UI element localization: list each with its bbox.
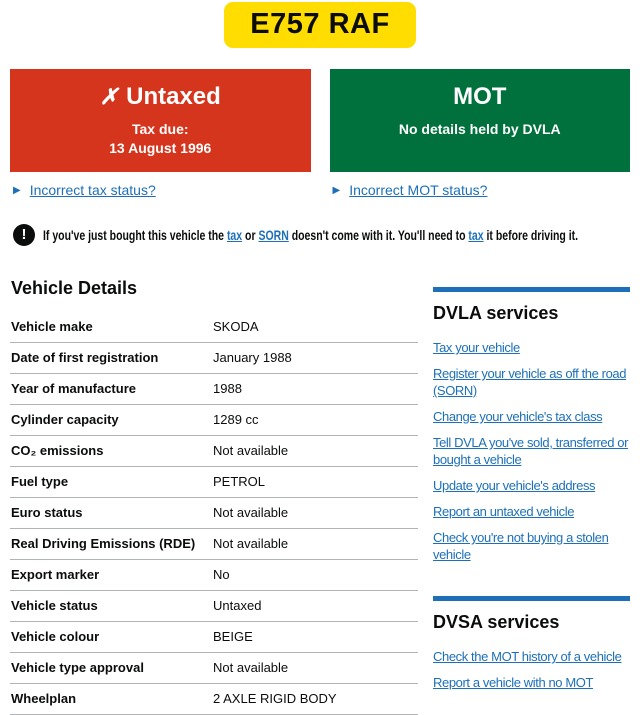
row-label: Vehicle make <box>11 319 93 334</box>
row-label: Export marker <box>11 567 100 582</box>
incorrect-mot-status-details[interactable] <box>330 182 631 198</box>
cross-icon: ✗ <box>99 84 119 109</box>
tax-due-date: 13 August 1996 <box>109 140 212 156</box>
tax-status-title <box>10 69 311 109</box>
dvsa-services-heading: DVSA services <box>433 612 560 632</box>
table-row <box>10 684 418 715</box>
tell-dvla-sold-link[interactable]: Tell DVLA you've sold, transferred or bought a vehicle <box>433 435 629 467</box>
row-label: Vehicle colour <box>11 629 100 644</box>
dvsa-services-links <box>433 648 630 691</box>
row-value: 2 AXLE RIGID BODY <box>213 691 337 706</box>
register-sorn-link[interactable]: Register your vehicle as off the road (SORN) <box>433 366 627 398</box>
row-value: Not available <box>213 505 289 520</box>
table-row <box>10 374 418 405</box>
mot-status-panel <box>330 69 631 172</box>
dvsa-services-section <box>433 596 630 691</box>
sorn-link[interactable]: SORN <box>258 227 289 243</box>
table-row <box>10 467 418 498</box>
dvla-services-heading: DVLA services <box>433 303 559 323</box>
warning-text <box>43 227 578 243</box>
row-label: Vehicle status <box>11 598 98 613</box>
table-row <box>10 436 418 467</box>
check-stolen-link[interactable]: Check you're not buying a stolen vehicle <box>433 530 609 562</box>
incorrect-tax-status-details[interactable] <box>10 182 311 198</box>
row-label: Date of first registration <box>11 350 159 365</box>
row-value: SKODA <box>213 319 259 334</box>
row-value: PETROL <box>213 474 266 489</box>
table-row <box>10 653 418 684</box>
plate-wrap <box>10 0 630 48</box>
incorrect-tax-status-link[interactable]: Incorrect tax status? <box>29 182 156 198</box>
dvla-services-links <box>433 339 630 563</box>
report-no-mot-link[interactable]: Report a vehicle with no MOT <box>433 675 594 690</box>
mot-status-title: MOT <box>453 83 507 110</box>
tax-status-detail <box>10 120 311 158</box>
incorrect-mot-status-link[interactable]: Incorrect MOT status? <box>349 182 488 198</box>
disclosure-arrow-icon: ▶ <box>13 184 21 196</box>
update-address-link[interactable]: Update your vehicle's address <box>433 478 596 493</box>
tax-status-panel <box>10 69 311 172</box>
row-value: Not available <box>213 536 289 551</box>
row-label: Real Driving Emissions (RDE) <box>11 536 196 551</box>
tax-due-label: Tax due: <box>131 121 189 137</box>
row-value: Not available <box>213 660 289 675</box>
change-tax-class-link[interactable]: Change your vehicle's tax class <box>433 409 603 424</box>
vehicle-details-heading: Vehicle Details <box>11 278 138 298</box>
row-value: 1289 cc <box>213 412 259 427</box>
row-value: 1988 <box>213 381 242 396</box>
table-row <box>10 560 418 591</box>
row-label: Vehicle type approval <box>11 660 144 675</box>
warning-banner <box>10 224 630 246</box>
row-value: January 1988 <box>213 350 292 365</box>
report-untaxed-link[interactable]: Report an untaxed vehicle <box>433 504 575 519</box>
table-row <box>10 343 418 374</box>
row-label: CO₂ emissions <box>11 443 104 458</box>
tax-link[interactable]: tax <box>226 227 243 243</box>
row-value: BEIGE <box>213 629 253 644</box>
warning-text-segment: or <box>242 227 259 243</box>
table-row <box>10 622 418 653</box>
table-row <box>10 591 418 622</box>
table-row <box>10 498 418 529</box>
row-label: Fuel type <box>11 474 69 489</box>
row-value: Untaxed <box>213 598 262 613</box>
row-label: Cylinder capacity <box>11 412 119 427</box>
main-content <box>10 278 630 715</box>
mot-status-detail: No details held by DVLA <box>398 121 561 137</box>
row-value: No <box>213 567 230 582</box>
tax-status-title-text: Untaxed <box>126 83 221 110</box>
warning-text-segment: doesn't come with it. You'll need to <box>288 227 469 243</box>
check-mot-history-link[interactable]: Check the MOT history of a vehicle <box>433 649 622 664</box>
warning-text-segment: it before driving it. <box>483 227 579 243</box>
row-label: Wheelplan <box>11 691 77 706</box>
warning-icon: ! <box>13 224 35 246</box>
row-label: Euro status <box>11 505 83 520</box>
row-label: Year of manufacture <box>11 381 136 396</box>
table-row <box>10 405 418 436</box>
dvla-services-section <box>433 287 630 563</box>
status-row <box>10 69 630 172</box>
warning-text-segment: If you've just bought this vehicle the <box>43 227 227 243</box>
registration-plate: E757 RAF <box>224 2 415 48</box>
vehicle-details-section <box>10 278 418 715</box>
table-row <box>10 529 418 560</box>
disclosure-arrow-icon: ▶ <box>332 184 341 196</box>
related-services-sidebar <box>433 287 630 700</box>
tax-link[interactable]: tax <box>468 227 484 243</box>
tax-your-vehicle-link[interactable]: Tax your vehicle <box>433 340 520 355</box>
table-row <box>10 312 418 343</box>
row-value: Not available <box>213 443 289 458</box>
status-links-row <box>10 182 630 198</box>
vehicle-details-table <box>10 312 418 715</box>
